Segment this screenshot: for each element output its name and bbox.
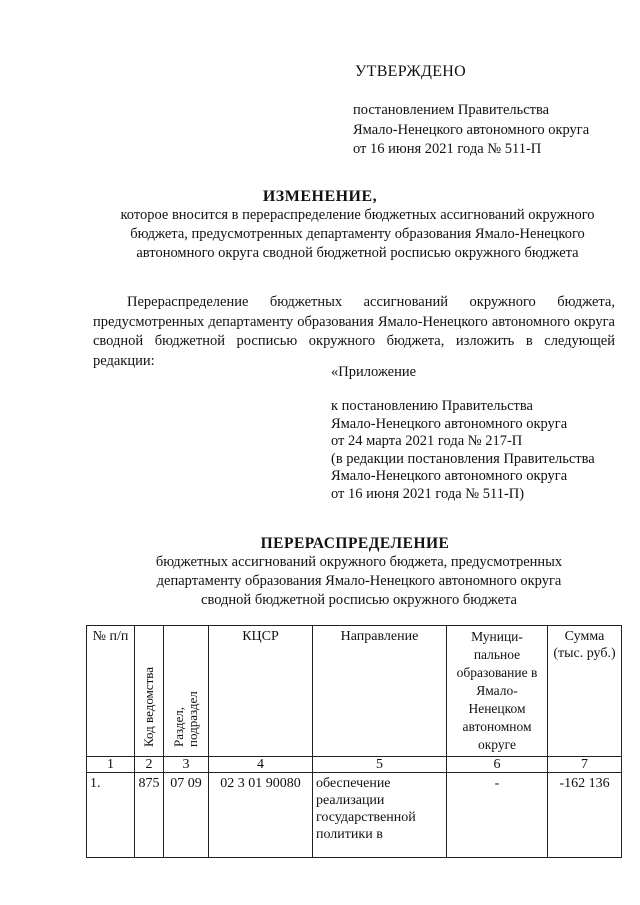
- approval-line: постановлением Правительства: [353, 102, 550, 118]
- header-section: [164, 626, 209, 757]
- column-number: 4: [209, 757, 313, 773]
- header-dept-code: [135, 626, 164, 757]
- redistribution-subtitle: [100, 553, 618, 610]
- redistribution-table: [86, 625, 622, 858]
- header-municipality: Муници-пальное образование в Ямало-Ненецком автономном округе: [447, 626, 548, 757]
- header-dept-code-label: Код ведомства: [141, 667, 156, 747]
- column-number: 7: [548, 757, 622, 773]
- approval-line: Ямало-Ненецкого автономного округа: [353, 121, 590, 138]
- column-number: 2: [135, 757, 164, 773]
- change-subtitle: [85, 206, 630, 263]
- redistribution-title: ПЕРЕРАСПРЕДЕЛЕНИЕ: [260, 535, 450, 552]
- change-subtitle-line: автономного округа сводной бюджетной росписью окружного бюджета: [136, 245, 579, 261]
- redistribution-subtitle-line: департаменту образования Ямало-Ненецкого автономного округа: [156, 573, 562, 589]
- row-municipality: -: [447, 773, 548, 858]
- appendix-line: Ямало-Ненецкого автономного округа: [331, 415, 568, 432]
- row-section: 07 09: [164, 773, 209, 858]
- appendix-label: «Приложение: [331, 364, 417, 380]
- redistribution-subtitle-line: сводной бюджетной росписью окружного бюджета: [201, 592, 517, 608]
- change-subtitle-line: которое вносится в перераспределение бюджетных ассигнований окружного: [120, 207, 595, 223]
- change-title: ИЗМЕНЕНИЕ,: [262, 188, 378, 205]
- appendix-line: к постановлению Правительства: [331, 398, 533, 414]
- appendix-block: [331, 398, 595, 503]
- appendix-line: Ямало-Ненецкого автономного округа: [331, 468, 568, 484]
- row-dept-code: 875: [135, 773, 164, 858]
- row-num: 1.: [87, 773, 135, 858]
- header-num: № п/п: [87, 626, 135, 757]
- appendix-line: от 16 июня 2021 года № 511-П): [331, 485, 525, 502]
- table-header-row: [87, 626, 622, 757]
- change-paragraph: Перераспределение бюджетных ассигнований окружного бюджета, предусмотренных департаменту образования Ямало-Ненецкого автономного округа сводной бюджетной росписью окружного бюджета, изложить в следующей редакции:: [93, 294, 615, 369]
- approval-heading: УТВЕРЖДЕНО: [355, 63, 467, 80]
- column-number: 6: [447, 757, 548, 773]
- column-number: 1: [87, 757, 135, 773]
- change-subtitle-line: бюджета, предусмотренных департаменту образования Ямало-Ненецкого: [130, 226, 585, 242]
- header-kcsr: КЦСР: [209, 626, 313, 757]
- column-number: 3: [164, 757, 209, 773]
- header-amount: Сумма (тыс. руб.): [548, 626, 622, 757]
- approval-line: от 16 июня 2021 года № 511-П: [353, 141, 542, 157]
- row-kcsr: 02 3 01 90080: [209, 773, 313, 858]
- approval-block: [353, 101, 589, 160]
- column-number: 5: [313, 757, 447, 773]
- table-row: [87, 773, 622, 858]
- redistribution-subtitle-line: бюджетных ассигнований окружного бюджета, предусмотренных: [155, 554, 563, 570]
- header-direction: Направление: [313, 626, 447, 757]
- appendix-line: от 24 марта 2021 года № 217-П: [331, 433, 523, 449]
- header-section-label: Раздел, подраздел: [171, 691, 200, 747]
- row-amount: -162 136: [548, 773, 622, 858]
- table-column-numbers-row: [87, 757, 622, 773]
- row-direction: обеспечение реализации государственной политики в: [313, 773, 447, 858]
- appendix-line: (в редакции постановления Правительства: [331, 450, 595, 467]
